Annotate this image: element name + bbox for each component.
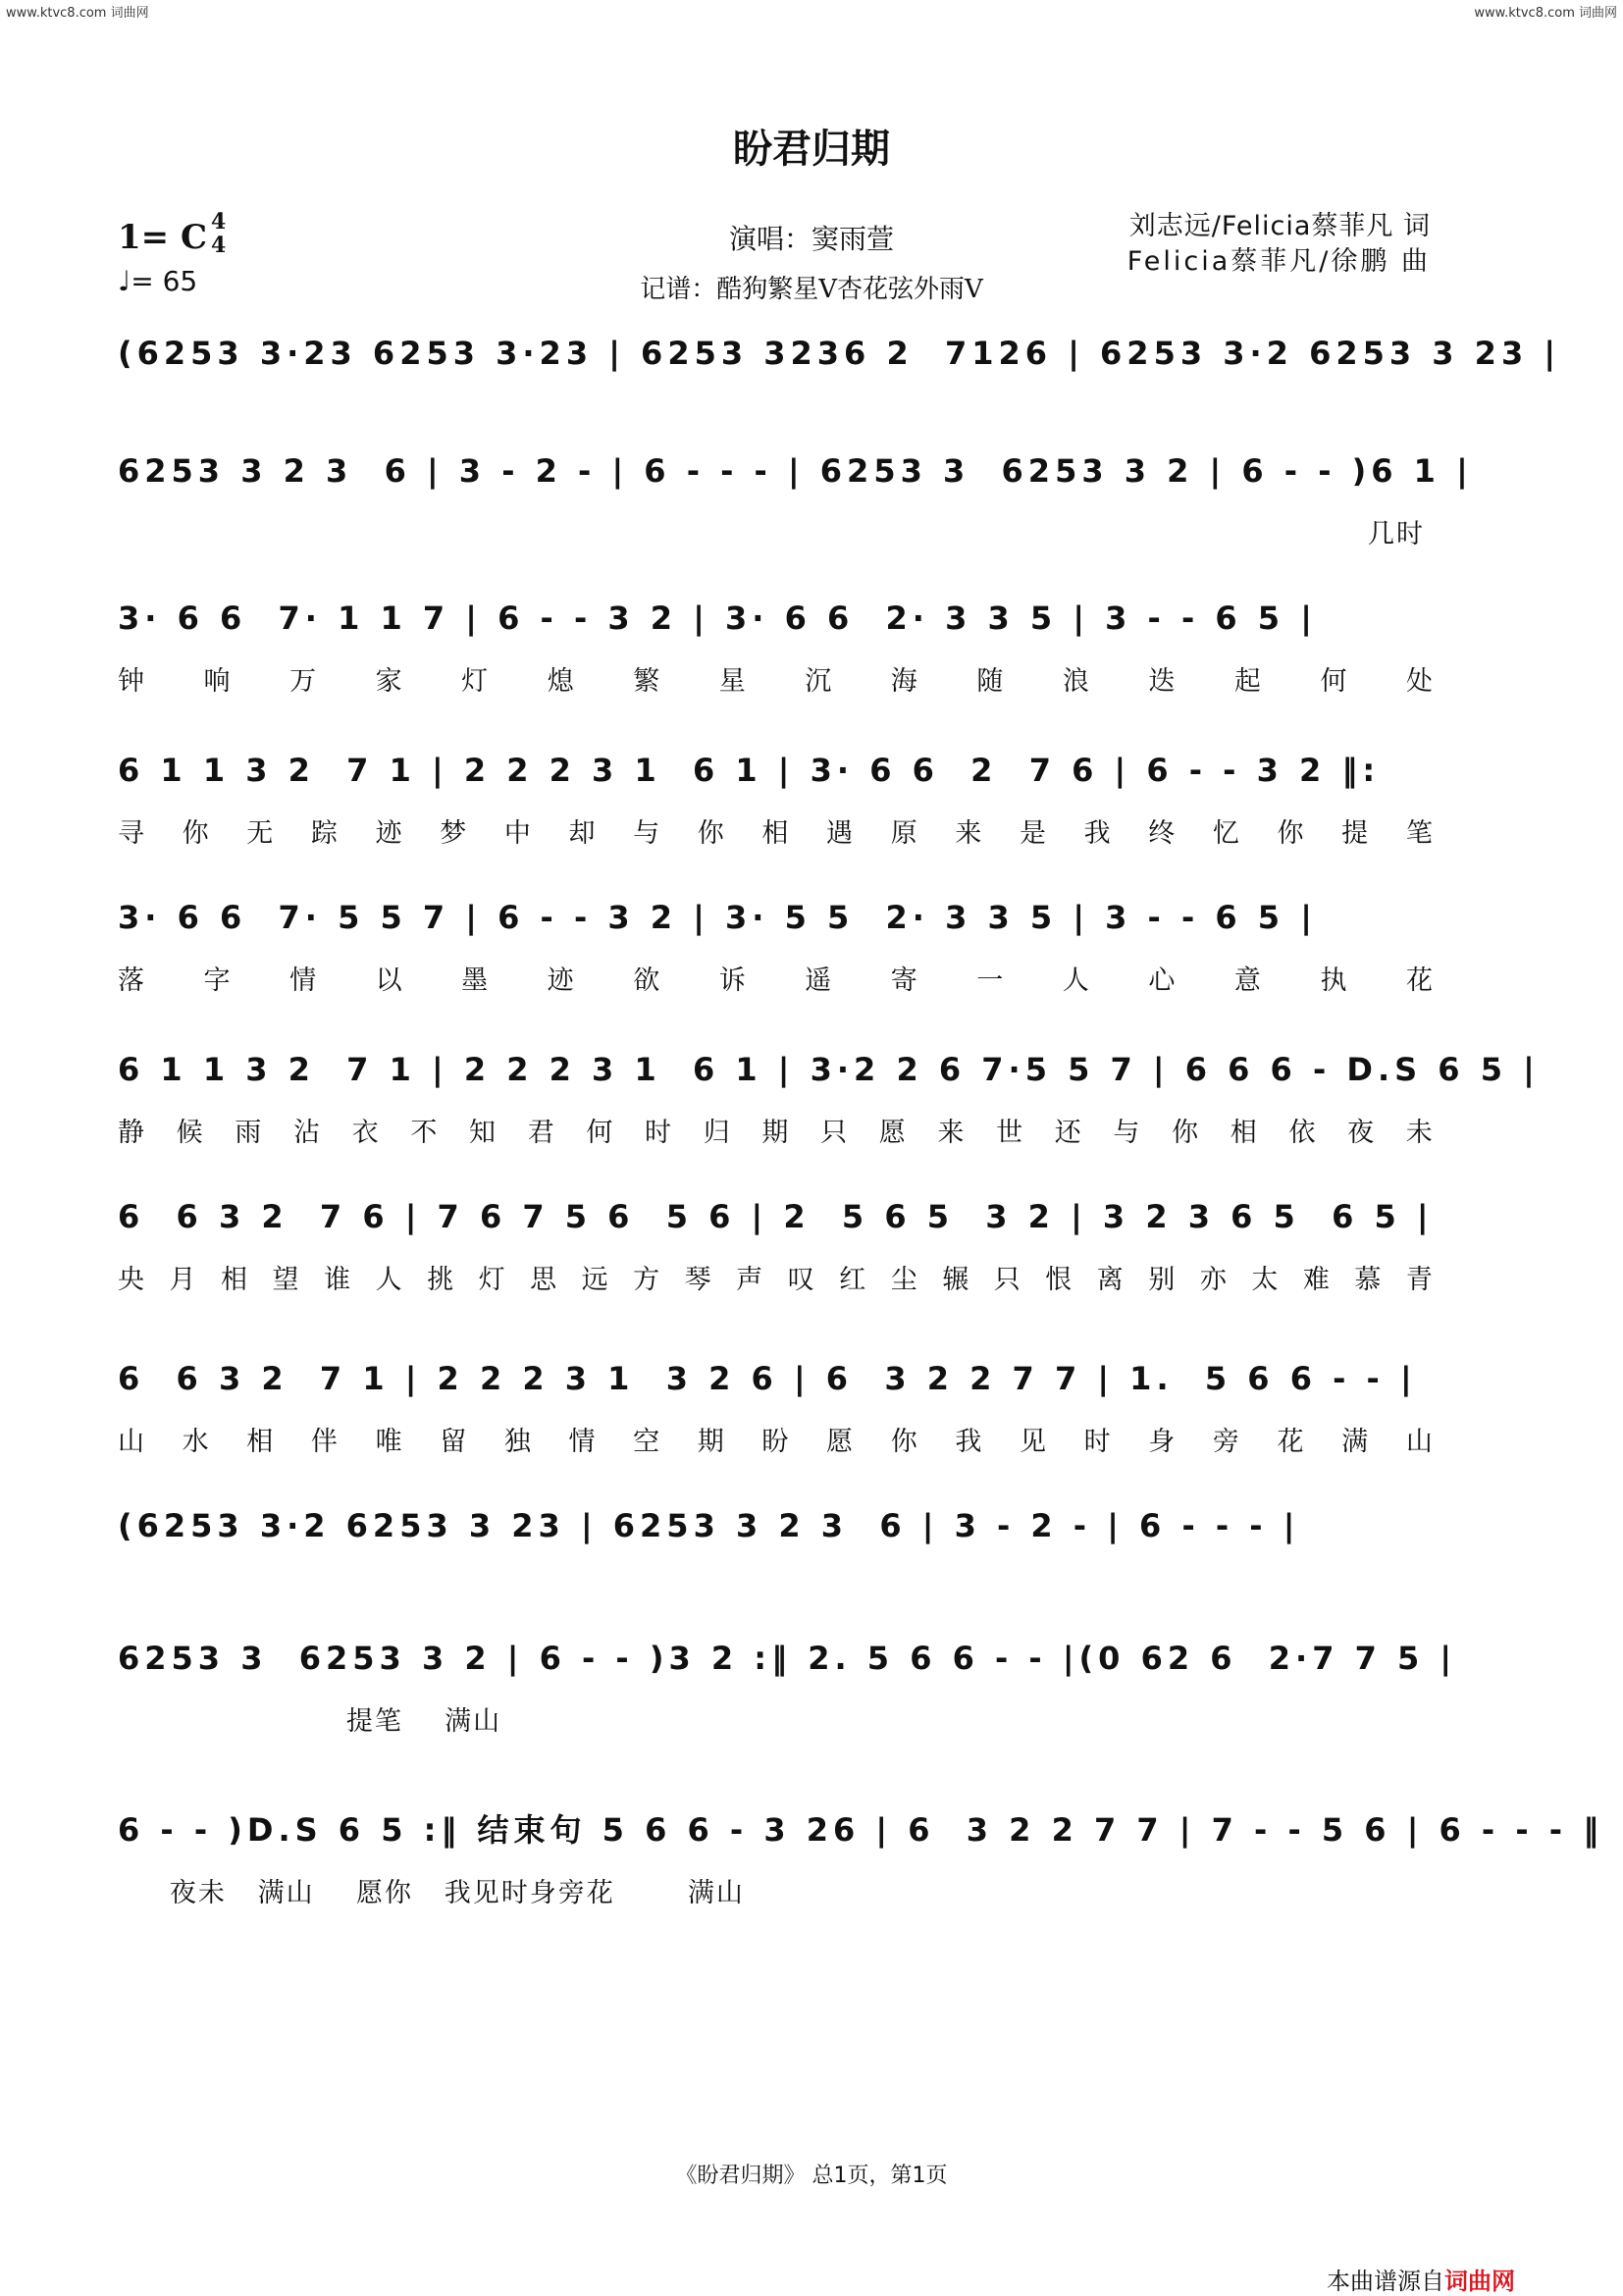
lyric-char: 唯 xyxy=(375,1427,402,1457)
lyric-char: 空 xyxy=(633,1427,660,1457)
lyric-char: 谁 xyxy=(324,1265,351,1295)
lyric-char: 何 xyxy=(586,1118,613,1148)
lyric-char: 浪 xyxy=(1062,666,1089,697)
lyric-char: 月 xyxy=(169,1265,196,1295)
lyric-char: 期 xyxy=(697,1427,724,1457)
lyric-char: 望 xyxy=(272,1265,299,1295)
lyric-char: 独 xyxy=(503,1427,531,1457)
lyric-char: 挑 xyxy=(427,1265,454,1295)
lyric-char: 你 xyxy=(1277,818,1304,849)
lyric-char: 忆 xyxy=(1212,818,1239,849)
lyric-char: 别 xyxy=(1148,1265,1176,1295)
lyric-char: 沉 xyxy=(805,666,832,697)
lyric-char: 衣 xyxy=(351,1118,379,1148)
lyric-char: 难 xyxy=(1302,1265,1330,1295)
notes-line: 3· 6 6 7· 1 1 7 | 6 - - 3 2 | 3· 6 6 2· 3 3 5 | 3 - - 6 5 | xyxy=(118,600,1317,637)
lyric-char: 却 xyxy=(568,818,596,849)
notes-line: (6253 3·23 6253 3·23 | 6253 3236 2 7126 | 6253 3·2 6253 3 23 | xyxy=(118,335,1561,372)
lyric-char: 依 xyxy=(1288,1118,1316,1148)
lyric-char: 遥 xyxy=(805,965,832,996)
lyric-char: 你 xyxy=(890,1427,917,1457)
source-credit xyxy=(1327,2262,1515,2296)
lyric-char: 盼 xyxy=(761,1427,789,1457)
lyric-char: 无 xyxy=(246,818,274,849)
lyrics-line xyxy=(118,959,1433,998)
lyric-char: 落 xyxy=(118,965,144,996)
lyric-char: 只 xyxy=(993,1265,1021,1295)
lyric-char: 随 xyxy=(976,666,1004,697)
lyric-char: 太 xyxy=(1251,1265,1279,1295)
lyric-char: 提 xyxy=(1341,818,1369,849)
lyric-char: 以 xyxy=(375,965,402,996)
lyric-char: 琴 xyxy=(684,1265,711,1295)
lyric-char: 不 xyxy=(410,1118,438,1148)
lyric-char: 知 xyxy=(469,1118,497,1148)
lyric-char: 遇 xyxy=(826,818,854,849)
lyric-char: 时 xyxy=(1083,1427,1111,1457)
lyric-char: 慕 xyxy=(1354,1265,1382,1295)
composer-credit: Felicia蔡菲凡/徐鹏 曲 xyxy=(1126,246,1431,277)
lyric-char: 花 xyxy=(1405,965,1433,996)
lyric-char: 满 xyxy=(1341,1427,1369,1457)
watermark-left: www.ktvc8.com 词曲网 xyxy=(6,6,149,21)
lyric-char: 亦 xyxy=(1199,1265,1227,1295)
lyric-char: 还 xyxy=(1054,1118,1081,1148)
lyric-char: 来 xyxy=(955,818,982,849)
lyric-char: 一 xyxy=(976,965,1004,996)
lyric-char: 雨 xyxy=(235,1118,262,1148)
lyric-char: 山 xyxy=(118,1427,144,1457)
time-signature-top: 4 xyxy=(211,209,227,235)
lyric-char: 诉 xyxy=(718,965,746,996)
lyric-char: 尘 xyxy=(890,1265,917,1295)
lyric-char: 寄 xyxy=(890,965,917,996)
lyric-char: 家 xyxy=(375,666,402,697)
notes-line: 6 - - )D.S 6 5 :‖ 结束句 5 6 6 - 3 26 | 6 3 2 2 7 7 | 7 - - 5 6 | 6 - - - ‖ xyxy=(118,1811,1604,1849)
lyric-char: 繁 xyxy=(633,666,660,697)
lyric-char: 相 xyxy=(246,1427,274,1457)
lyric-char: 寻 xyxy=(118,818,144,849)
lyric-char: 灯 xyxy=(478,1265,505,1295)
lyric-char: 墨 xyxy=(461,965,489,996)
lyric-char: 叹 xyxy=(787,1265,814,1295)
lyric-char: 思 xyxy=(530,1265,557,1295)
page-footer: 《盼君归期》 总1页，第1页 xyxy=(675,2164,948,2188)
lyric-char: 意 xyxy=(1233,965,1261,996)
lyric-char: 离 xyxy=(1096,1265,1124,1295)
lyric-char: 留 xyxy=(440,1427,467,1457)
lyric-char: 梦 xyxy=(440,818,467,849)
lyric-char: 你 xyxy=(697,818,724,849)
lyrics-line: 几时 xyxy=(1368,519,1425,549)
lyric-char: 是 xyxy=(1019,818,1046,849)
lyric-char: 你 xyxy=(1172,1118,1199,1148)
lyric-char: 万 xyxy=(289,666,317,697)
lyric-char: 星 xyxy=(718,666,746,697)
lyric-char: 沾 xyxy=(293,1118,321,1148)
lyric-char: 旁 xyxy=(1212,1427,1239,1457)
lyric-char: 你 xyxy=(182,818,209,849)
lyrics-line xyxy=(118,1258,1433,1297)
notes-line: 6253 3 2 3 6 | 3 - 2 - | 6 - - - | 6253 3 6253 3 2 | 6 - - )6 1 | xyxy=(118,452,1473,490)
lyric-char: 归 xyxy=(703,1118,730,1148)
lyric-char: 君 xyxy=(527,1118,554,1148)
lyric-char: 我 xyxy=(955,1427,982,1457)
lyric-char: 夜 xyxy=(1347,1118,1375,1148)
source-prefix: 本曲谱源自 xyxy=(1327,2268,1444,2295)
notes-line: 3· 6 6 7· 5 5 7 | 6 - - 3 2 | 3· 5 5 2· 3 3 5 | 3 - - 6 5 | xyxy=(118,899,1317,936)
lyric-char: 静 xyxy=(118,1118,144,1148)
lyric-char: 辗 xyxy=(942,1265,969,1295)
lyric-char: 候 xyxy=(176,1118,203,1148)
key-signature: 1= C xyxy=(118,218,208,257)
lyric-char: 水 xyxy=(182,1427,209,1457)
lyric-char: 迹 xyxy=(375,818,402,849)
lyric-char: 海 xyxy=(890,666,917,697)
lyric-char: 起 xyxy=(1233,666,1261,697)
lyrics-line xyxy=(118,394,1433,434)
lyricist-credit: 刘志远/Felicia蔡菲凡 词 xyxy=(1128,211,1431,241)
lyric-char: 花 xyxy=(1277,1427,1304,1457)
lyric-char: 远 xyxy=(581,1265,608,1295)
lyric-char: 迹 xyxy=(547,965,574,996)
lyric-char: 处 xyxy=(1405,666,1433,697)
lyric-char: 见 xyxy=(1019,1427,1046,1457)
notes-line: 6 6 3 2 7 6 | 7 6 7 5 6 5 6 | 2 5 6 5 3 2 | 3 2 3 6 5 6 5 | xyxy=(118,1198,1434,1235)
notes-line: 6253 3 6253 3 2 | 6 - - )3 2 :‖ 2. 5 6 6 - - |(0 62 6 2·7 7 5 | xyxy=(118,1640,1457,1677)
lyric-char: 青 xyxy=(1405,1265,1433,1295)
lyric-char: 熄 xyxy=(547,666,574,697)
song-title: 盼君归期 xyxy=(733,127,890,172)
lyric-char: 中 xyxy=(503,818,531,849)
lyric-char: 欲 xyxy=(633,965,660,996)
lyric-char: 执 xyxy=(1320,965,1347,996)
lyric-char: 字 xyxy=(203,965,231,996)
lyric-char: 人 xyxy=(1062,965,1089,996)
lyric-char: 伴 xyxy=(310,1427,338,1457)
lyric-char: 与 xyxy=(633,818,660,849)
lyric-char: 愿 xyxy=(826,1427,854,1457)
singer-credit: 演唱：窦雨萱 xyxy=(728,223,894,255)
lyric-char: 相 xyxy=(761,818,789,849)
lyric-char: 时 xyxy=(645,1118,672,1148)
lyric-char: 终 xyxy=(1148,818,1176,849)
source-site: 词曲网 xyxy=(1444,2268,1515,2295)
lyrics-line: 提笔 满山 xyxy=(118,1706,502,1737)
lyric-char: 期 xyxy=(761,1118,789,1148)
lyric-char: 来 xyxy=(937,1118,965,1148)
lyric-char: 世 xyxy=(996,1118,1023,1148)
lyric-char: 声 xyxy=(736,1265,763,1295)
lyric-char: 灯 xyxy=(461,666,489,697)
lyric-char: 原 xyxy=(890,818,917,849)
lyrics-line xyxy=(118,811,1433,851)
lyric-char: 何 xyxy=(1320,666,1347,697)
lyric-char: 钟 xyxy=(118,666,144,697)
lyric-char: 山 xyxy=(1405,1427,1433,1457)
tempo-marking: ♩= 65 xyxy=(118,265,198,297)
lyric-char: 央 xyxy=(118,1265,144,1295)
lyric-char: 身 xyxy=(1148,1427,1176,1457)
lyric-char: 踪 xyxy=(310,818,338,849)
lyrics-line xyxy=(118,1567,1433,1606)
notes-line: 6 6 3 2 7 1 | 2 2 2 3 1 3 2 6 | 6 3 2 2 7 7 | 1. 5 6 6 - - | xyxy=(118,1360,1417,1397)
lyric-char: 方 xyxy=(633,1265,660,1295)
lyric-char: 人 xyxy=(375,1265,402,1295)
lyrics-line xyxy=(118,1111,1433,1150)
lyric-char: 红 xyxy=(839,1265,866,1295)
lyric-char: 相 xyxy=(1230,1118,1257,1148)
notator-credit: 记谱：酷狗繁星V杏花弦外雨V xyxy=(640,275,983,304)
lyric-char: 响 xyxy=(203,666,231,697)
lyric-char: 迭 xyxy=(1148,666,1176,697)
lyric-char: 恨 xyxy=(1045,1265,1073,1295)
lyrics-line xyxy=(118,1420,1433,1459)
lyrics-line: 夜未 满山 愿你 我见时身旁花 满山 xyxy=(118,1878,745,1908)
lyric-char: 相 xyxy=(221,1265,248,1295)
lyric-char: 与 xyxy=(1113,1118,1140,1148)
time-signature-bottom: 4 xyxy=(211,233,227,258)
lyric-char: 未 xyxy=(1405,1118,1433,1148)
lyric-char: 情 xyxy=(568,1427,596,1457)
lyrics-line xyxy=(118,659,1433,699)
lyric-char: 我 xyxy=(1083,818,1111,849)
watermark-right: www.ktvc8.com 词曲网 xyxy=(1474,6,1617,21)
notes-line: (6253 3·2 6253 3 23 | 6253 3 2 3 6 | 3 - 2 - | 6 - - - | xyxy=(118,1507,1300,1544)
notes-line: 6 1 1 3 2 7 1 | 2 2 2 3 1 6 1 | 3· 6 6 2 7 6 | 6 - - 3 2 ‖: xyxy=(118,752,1381,789)
lyric-char: 笔 xyxy=(1405,818,1433,849)
lyric-char: 情 xyxy=(289,965,317,996)
lyric-char: 愿 xyxy=(878,1118,906,1148)
notes-line: 6 1 1 3 2 7 1 | 2 2 2 3 1 6 1 | 3·2 2 6 7·5 5 7 | 6 6 6 - D.S 6 5 | xyxy=(118,1051,1540,1088)
lyric-char: 只 xyxy=(820,1118,848,1148)
lyric-char: 心 xyxy=(1148,965,1176,996)
